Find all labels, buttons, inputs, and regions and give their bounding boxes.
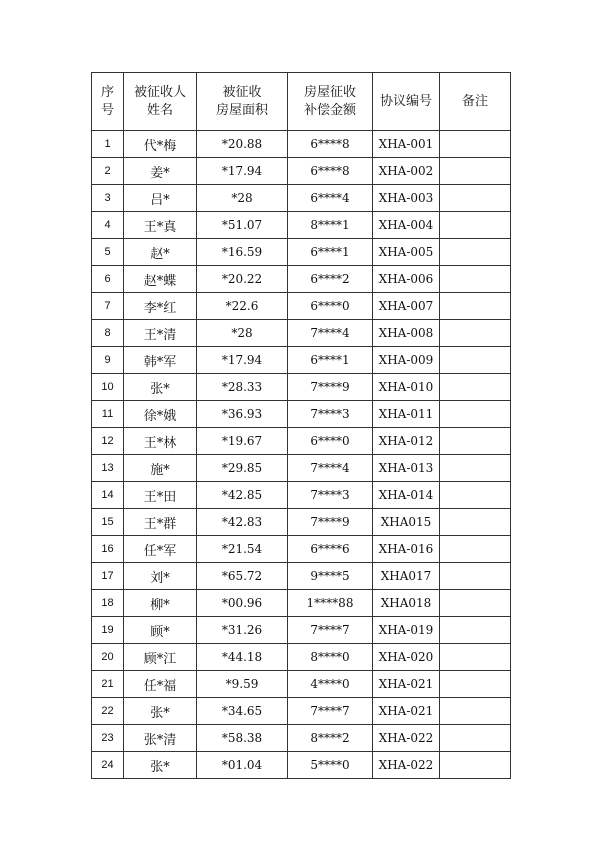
cell-area: *28 <box>197 320 288 347</box>
cell-name: 赵*蝶 <box>124 266 197 293</box>
cell-area: *16.59 <box>197 239 288 266</box>
header-row <box>92 73 511 131</box>
cell-agreement-no: XHA-007 <box>373 293 440 320</box>
cell-no: 9 <box>92 347 124 374</box>
header-no: 序 号 <box>92 73 124 131</box>
header-area: 被征收 房屋面积 <box>197 73 288 131</box>
cell-area: *28.33 <box>197 374 288 401</box>
header-name: 被征收人 姓名 <box>124 73 197 131</box>
cell-agreement-no: XHA-022 <box>373 725 440 752</box>
cell-name: 柳* <box>124 590 197 617</box>
cell-compensation: 7****9 <box>288 509 373 536</box>
cell-remark <box>440 428 511 455</box>
cell-agreement-no: XHA-016 <box>373 536 440 563</box>
cell-name: 顾*江 <box>124 644 197 671</box>
cell-agreement-no: XHA-003 <box>373 185 440 212</box>
cell-agreement-no: XHA-010 <box>373 374 440 401</box>
cell-compensation: 4****0 <box>288 671 373 698</box>
table-row <box>92 239 511 266</box>
cell-name: 王*清 <box>124 320 197 347</box>
table-row <box>92 590 511 617</box>
cell-compensation: 7****4 <box>288 320 373 347</box>
cell-area: *20.88 <box>197 131 288 158</box>
table-row <box>92 320 511 347</box>
cell-name: 张* <box>124 374 197 401</box>
table-row <box>92 617 511 644</box>
cell-name: 顾* <box>124 617 197 644</box>
cell-compensation: 7****3 <box>288 401 373 428</box>
cell-agreement-no: XHA015 <box>373 509 440 536</box>
cell-no: 11 <box>92 401 124 428</box>
cell-compensation: 6****8 <box>288 131 373 158</box>
cell-remark <box>440 455 511 482</box>
cell-no: 12 <box>92 428 124 455</box>
cell-name: 王*田 <box>124 482 197 509</box>
cell-name: 张* <box>124 752 197 779</box>
cell-agreement-no: XHA-020 <box>373 644 440 671</box>
cell-area: *00.96 <box>197 590 288 617</box>
compensation-table <box>91 72 511 779</box>
cell-agreement-no: XHA017 <box>373 563 440 590</box>
cell-name: 姜* <box>124 158 197 185</box>
cell-name: 张*清 <box>124 725 197 752</box>
cell-area: *19.67 <box>197 428 288 455</box>
cell-no: 23 <box>92 725 124 752</box>
cell-name: 张* <box>124 698 197 725</box>
cell-name: 任*福 <box>124 671 197 698</box>
table-row <box>92 563 511 590</box>
cell-agreement-no: XHA-009 <box>373 347 440 374</box>
cell-area: *34.65 <box>197 698 288 725</box>
table-row <box>92 266 511 293</box>
cell-no: 13 <box>92 455 124 482</box>
cell-remark <box>440 644 511 671</box>
cell-compensation: 6****0 <box>288 293 373 320</box>
table-row <box>92 509 511 536</box>
cell-remark <box>440 725 511 752</box>
cell-compensation: 7****9 <box>288 374 373 401</box>
cell-area: *01.04 <box>197 752 288 779</box>
cell-compensation: 6****2 <box>288 266 373 293</box>
table-row <box>92 536 511 563</box>
cell-compensation: 6****0 <box>288 428 373 455</box>
cell-no: 14 <box>92 482 124 509</box>
cell-area: *31.26 <box>197 617 288 644</box>
cell-no: 20 <box>92 644 124 671</box>
cell-area: *22.6 <box>197 293 288 320</box>
table-row <box>92 725 511 752</box>
cell-area: *58.38 <box>197 725 288 752</box>
cell-remark <box>440 482 511 509</box>
cell-area: *51.07 <box>197 212 288 239</box>
cell-name: 代*梅 <box>124 131 197 158</box>
cell-remark <box>440 617 511 644</box>
table-row <box>92 347 511 374</box>
cell-remark <box>440 239 511 266</box>
cell-area: *29.85 <box>197 455 288 482</box>
cell-name: 王*真 <box>124 212 197 239</box>
cell-compensation: 8****0 <box>288 644 373 671</box>
cell-agreement-no: XHA-006 <box>373 266 440 293</box>
cell-area: *28 <box>197 185 288 212</box>
cell-area: *44.18 <box>197 644 288 671</box>
cell-name: 王*林 <box>124 428 197 455</box>
cell-name: 吕* <box>124 185 197 212</box>
cell-remark <box>440 212 511 239</box>
cell-no: 17 <box>92 563 124 590</box>
cell-agreement-no: XHA-013 <box>373 455 440 482</box>
cell-name: 任*军 <box>124 536 197 563</box>
cell-agreement-no: XHA-022 <box>373 752 440 779</box>
table-row <box>92 455 511 482</box>
cell-compensation: 1****88 <box>288 590 373 617</box>
cell-remark <box>440 158 511 185</box>
cell-name: 韩*军 <box>124 347 197 374</box>
cell-area: *65.72 <box>197 563 288 590</box>
table-row <box>92 131 511 158</box>
cell-agreement-no: XHA018 <box>373 590 440 617</box>
cell-agreement-no: XHA-008 <box>373 320 440 347</box>
cell-agreement-no: XHA-002 <box>373 158 440 185</box>
cell-compensation: 7****4 <box>288 455 373 482</box>
cell-compensation: 9****5 <box>288 563 373 590</box>
cell-area: *42.85 <box>197 482 288 509</box>
cell-no: 18 <box>92 590 124 617</box>
cell-no: 2 <box>92 158 124 185</box>
table-row <box>92 401 511 428</box>
cell-compensation: 6****4 <box>288 185 373 212</box>
cell-area: *17.94 <box>197 158 288 185</box>
cell-remark <box>440 293 511 320</box>
cell-compensation: 8****2 <box>288 725 373 752</box>
cell-no: 21 <box>92 671 124 698</box>
table-row <box>92 185 511 212</box>
cell-agreement-no: XHA-021 <box>373 671 440 698</box>
cell-remark <box>440 509 511 536</box>
cell-no: 5 <box>92 239 124 266</box>
cell-remark <box>440 266 511 293</box>
cell-compensation: 6****1 <box>288 347 373 374</box>
cell-name: 赵* <box>124 239 197 266</box>
table-row <box>92 482 511 509</box>
cell-area: *21.54 <box>197 536 288 563</box>
header-compensation: 房屋征收 补偿金额 <box>288 73 373 131</box>
cell-area: *42.83 <box>197 509 288 536</box>
cell-compensation: 6****6 <box>288 536 373 563</box>
cell-agreement-no: XHA-004 <box>373 212 440 239</box>
cell-compensation: 7****7 <box>288 617 373 644</box>
cell-no: 4 <box>92 212 124 239</box>
table-row <box>92 428 511 455</box>
table-row <box>92 698 511 725</box>
table-row <box>92 671 511 698</box>
table-row <box>92 212 511 239</box>
cell-remark <box>440 347 511 374</box>
cell-no: 22 <box>92 698 124 725</box>
cell-agreement-no: XHA-021 <box>373 698 440 725</box>
cell-agreement-no: XHA-005 <box>373 239 440 266</box>
cell-area: *36.93 <box>197 401 288 428</box>
cell-remark <box>440 752 511 779</box>
cell-compensation: 7****3 <box>288 482 373 509</box>
table-row <box>92 374 511 401</box>
table-row <box>92 158 511 185</box>
cell-remark <box>440 671 511 698</box>
cell-name: 李*红 <box>124 293 197 320</box>
cell-remark <box>440 698 511 725</box>
cell-agreement-no: XHA-012 <box>373 428 440 455</box>
cell-agreement-no: XHA-011 <box>373 401 440 428</box>
cell-compensation: 6****1 <box>288 239 373 266</box>
cell-name: 施* <box>124 455 197 482</box>
cell-no: 16 <box>92 536 124 563</box>
table-row <box>92 293 511 320</box>
cell-agreement-no: XHA-001 <box>373 131 440 158</box>
cell-compensation: 8****1 <box>288 212 373 239</box>
cell-area: *9.59 <box>197 671 288 698</box>
cell-no: 1 <box>92 131 124 158</box>
cell-remark <box>440 590 511 617</box>
cell-agreement-no: XHA-019 <box>373 617 440 644</box>
cell-name: 刘* <box>124 563 197 590</box>
cell-area: *20.22 <box>197 266 288 293</box>
cell-no: 7 <box>92 293 124 320</box>
cell-remark <box>440 320 511 347</box>
table-row <box>92 752 511 779</box>
header-agreement-no: 协议编号 <box>373 73 440 131</box>
cell-no: 6 <box>92 266 124 293</box>
cell-remark <box>440 185 511 212</box>
cell-name: 王*群 <box>124 509 197 536</box>
table-row <box>92 644 511 671</box>
cell-compensation: 7****7 <box>288 698 373 725</box>
cell-remark <box>440 536 511 563</box>
cell-no: 24 <box>92 752 124 779</box>
cell-no: 8 <box>92 320 124 347</box>
cell-agreement-no: XHA-014 <box>373 482 440 509</box>
cell-remark <box>440 374 511 401</box>
cell-compensation: 5****0 <box>288 752 373 779</box>
cell-area: *17.94 <box>197 347 288 374</box>
cell-name: 徐*娥 <box>124 401 197 428</box>
cell-no: 15 <box>92 509 124 536</box>
cell-no: 3 <box>92 185 124 212</box>
header-remark: 备注 <box>440 73 511 131</box>
cell-compensation: 6****8 <box>288 158 373 185</box>
cell-remark <box>440 563 511 590</box>
cell-remark <box>440 401 511 428</box>
cell-remark <box>440 131 511 158</box>
cell-no: 19 <box>92 617 124 644</box>
cell-no: 10 <box>92 374 124 401</box>
